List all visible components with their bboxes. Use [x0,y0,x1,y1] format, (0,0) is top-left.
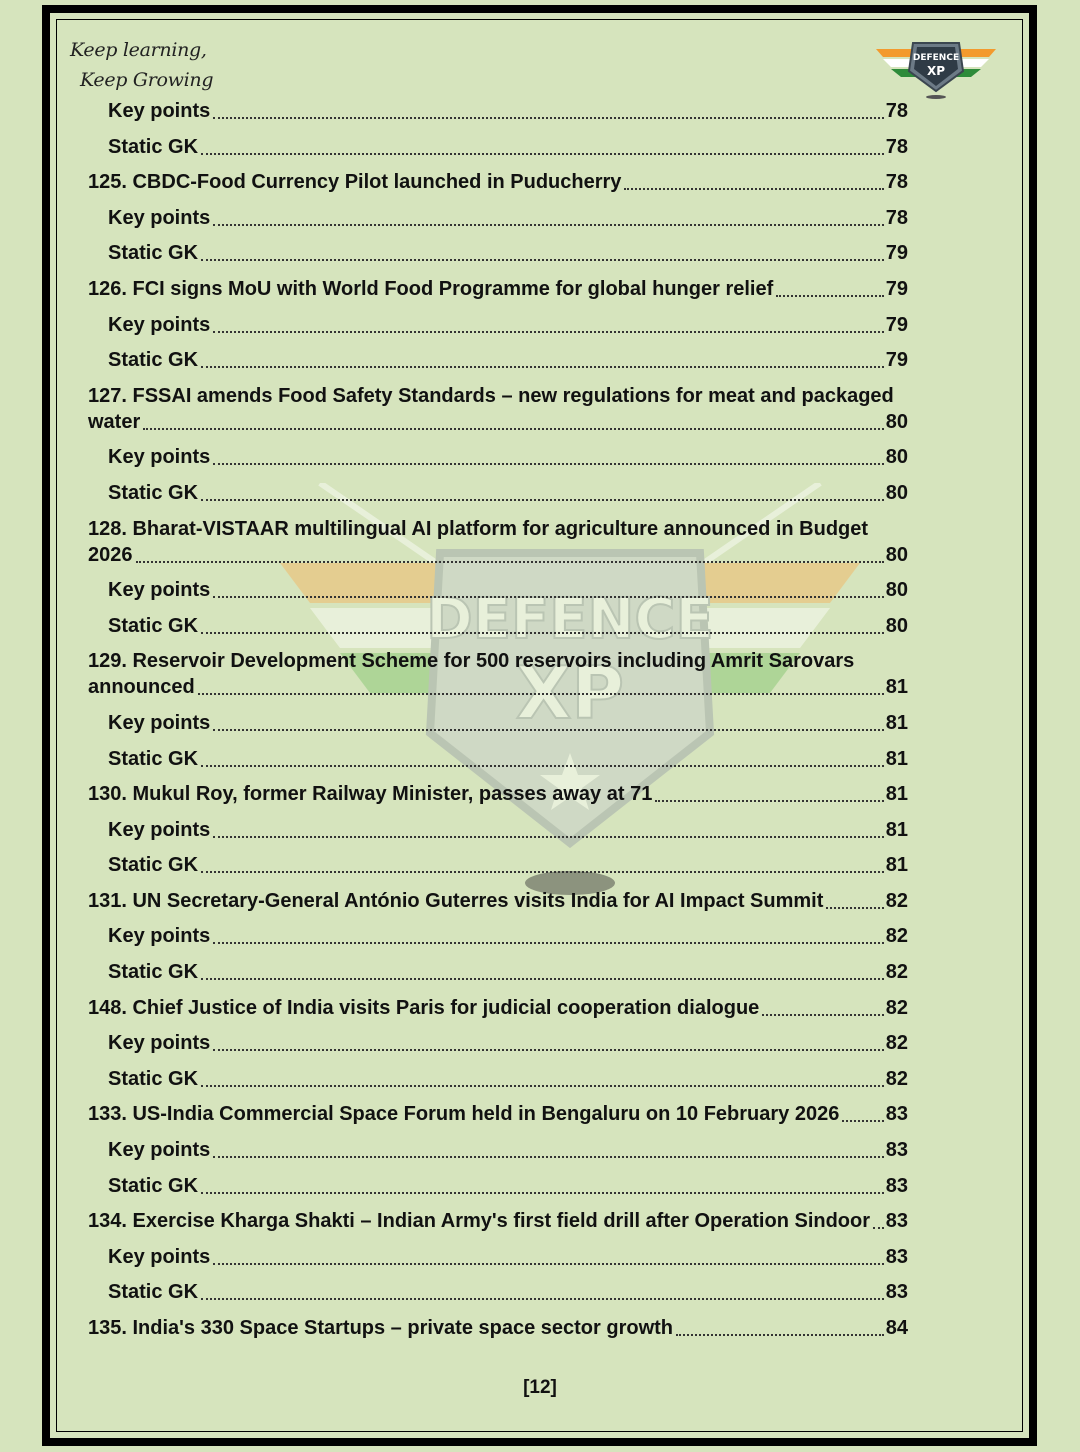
leader-dots [213,224,884,226]
toc-page-number: 82 [885,961,908,984]
toc-entry[interactable] [88,480,908,506]
toc-page-number: 80 [885,481,908,504]
toc-entry-title: Static GK [108,1281,199,1304]
toc-entry-title: 127. FSSAI amends Food Safety Standards – new regulations for meat and packaged [88,384,894,407]
toc-entry[interactable] [88,1066,908,1092]
leader-dots [842,1120,883,1122]
leader-dots [201,499,884,501]
toc-page-number: 82 [885,996,908,1019]
leader-dots [213,836,884,838]
leader-dots [201,1192,884,1194]
toc-entry-title-cont: announced [88,676,195,699]
toc-entry-title: Key points [108,711,211,734]
toc-entry[interactable] [88,134,908,160]
leader-dots [201,1298,884,1300]
toc-entry[interactable] [88,648,908,700]
toc-entry-title: 133. US-India Commercial Space Forum held in Bengaluru on 10 February 2026 [88,1103,840,1126]
toc-entry-title: 129. Reservoir Development Scheme for 500 reservoirs including Amrit Sarovars [88,650,855,673]
leader-dots [201,366,884,368]
toc-entry[interactable] [88,923,908,949]
toc-entry-title: 135. India's 330 Space Startups – private space sector growth [88,1317,673,1339]
toc-entry[interactable] [88,516,908,568]
leader-dots [213,1263,884,1265]
toc-entry[interactable] [88,613,908,639]
toc-entry[interactable] [88,1208,908,1234]
toc-page-number: 81 [885,854,908,877]
toc-entry-title: Static GK [108,747,199,770]
leader-dots [198,693,884,695]
table-of-contents [88,98,908,1351]
toc-entry-title: 130. Mukul Roy, former Railway Minister, passes away at 71 [88,783,653,806]
toc-entry[interactable] [88,888,908,914]
toc-entry[interactable] [88,98,908,124]
toc-entry[interactable] [88,205,908,231]
leader-dots [655,800,883,802]
defence-xp-logo [871,31,1001,101]
toc-entry-title: Key points [108,925,211,948]
svg-text:DEFENCE: DEFENCE [912,53,960,63]
toc-page-number: 78 [885,171,908,194]
toc-entry[interactable] [88,852,908,878]
toc-entry-title: Static GK [108,242,199,265]
toc-entry-title: 148. Chief Justice of India visits Paris for judicial cooperation dialogue [88,996,760,1019]
toc-page-number: 78 [885,135,908,158]
toc-entry-title: Key points [108,1245,211,1268]
toc-entry[interactable] [88,169,908,195]
toc-page-number: 83 [885,1210,908,1233]
leader-dots [624,188,883,190]
toc-page-number: 81 [885,711,908,734]
svg-text:XP: XP [926,64,946,78]
toc-entry-title: 134. Exercise Kharga Shakti – Indian Army's first field drill after Operation Sindoor [88,1210,871,1233]
leader-dots [201,765,884,767]
toc-entry[interactable] [88,577,908,603]
toc-entry-title: 131. UN Secretary-General António Guterres visits India for AI Impact Summit [88,889,824,912]
toc-entry[interactable] [88,1244,908,1270]
toc-entry[interactable] [88,312,908,338]
toc-page-number: 78 [885,206,908,229]
toc-entry[interactable] [88,959,908,985]
toc-entry[interactable] [88,240,908,266]
toc-entry[interactable] [88,1137,908,1163]
leader-dots [201,632,884,634]
toc-entry[interactable] [88,1315,908,1341]
tagline [70,35,213,95]
toc-entry-title: Key points [108,1139,211,1162]
leader-dots [873,1227,884,1229]
leader-dots [201,259,884,261]
leader-dots [213,1156,884,1158]
leader-dots [136,561,884,563]
svg-text:XP: XP [515,651,625,735]
toc-entry[interactable] [88,781,908,807]
toc-entry[interactable] [88,1173,908,1199]
toc-entry-title-cont: water [88,410,141,433]
toc-page-number: 80 [885,543,908,566]
toc-entry[interactable] [88,444,908,470]
leader-dots [826,907,883,909]
leader-dots [213,1049,884,1051]
toc-entry-title: Static GK [108,854,199,877]
leader-dots [213,596,884,598]
toc-entry-title: Key points [108,446,211,469]
toc-entry-title: 125. CBDC-Food Currency Pilot launched in Puducherry [88,171,622,194]
toc-entry-title: Static GK [108,614,199,637]
leader-dots [213,463,884,465]
toc-page-number: 82 [885,1032,908,1055]
toc-entry[interactable] [88,383,908,435]
toc-entry-title: Static GK [108,961,199,984]
toc-page-number: 82 [885,889,908,912]
toc-entry-title: Key points [108,579,211,602]
toc-page-number: 79 [885,349,908,372]
toc-page-number: 80 [885,614,908,637]
leader-dots [676,1334,884,1336]
toc-page-number: 83 [885,1139,908,1162]
toc-entry-title: Key points [108,818,211,841]
tagline-line-1: Keep learning, [70,39,207,61]
toc-entry-title: Key points [108,100,211,122]
toc-entry-title: 128. Bharat-VISTAAR multilingual AI platform for agriculture announced in Budget [88,517,869,540]
toc-entry[interactable] [88,995,908,1021]
toc-entry-title: Key points [108,206,211,229]
toc-entry[interactable] [88,1279,908,1305]
toc-page-number: 80 [885,446,908,469]
toc-page-number: 79 [885,313,908,336]
toc-page-number: 81 [885,676,908,699]
leader-dots [143,428,884,430]
toc-page-number: 81 [885,783,908,806]
toc-page-number: 80 [885,410,908,433]
toc-entry[interactable] [88,1030,908,1056]
toc-page-number: 83 [885,1281,908,1304]
toc-page-number: 79 [885,277,908,300]
toc-entry[interactable] [88,817,908,843]
toc-page-number: 80 [885,579,908,602]
toc-entry[interactable] [88,276,908,302]
leader-dots [213,331,884,333]
toc-entry-title-cont: 2026 [88,543,133,566]
toc-entry[interactable] [88,746,908,772]
toc-entry-title: Static GK [108,1067,199,1090]
toc-entry[interactable] [88,710,908,736]
leader-dots [201,1085,884,1087]
toc-page-number: 79 [885,242,908,265]
page-number: [12] [523,1377,557,1398]
toc-entry-title: Static GK [108,135,199,158]
leader-dots [776,295,884,297]
leader-dots [213,117,884,119]
leader-dots [201,871,884,873]
toc-page-number: 83 [885,1103,908,1126]
leader-dots [201,978,884,980]
svg-text:DEFENCE: DEFENCE [426,587,714,652]
toc-entry-title: Key points [108,1032,211,1055]
tagline-line-2: Keep Growing [80,69,214,91]
toc-entry-title: 126. FCI signs MoU with World Food Programme for global hunger relief [88,277,774,300]
toc-page-number: 82 [885,1067,908,1090]
toc-entry-title: Static GK [108,1174,199,1197]
toc-page-number: 84 [885,1317,908,1339]
toc-page-number: 82 [885,925,908,948]
toc-entry-title: Static GK [108,349,199,372]
toc-page-number: 78 [885,100,908,122]
toc-entry-title: Static GK [108,481,199,504]
toc-page-number: 83 [885,1245,908,1268]
toc-page-number: 81 [885,818,908,841]
leader-dots [201,153,884,155]
toc-page-number: 81 [885,747,908,770]
toc-page-number: 83 [885,1174,908,1197]
toc-entry-title: Key points [108,313,211,336]
leader-dots [213,942,884,944]
leader-dots [213,729,884,731]
leader-dots [762,1014,883,1016]
toc-entry[interactable] [88,347,908,373]
toc-entry[interactable] [88,1101,908,1127]
